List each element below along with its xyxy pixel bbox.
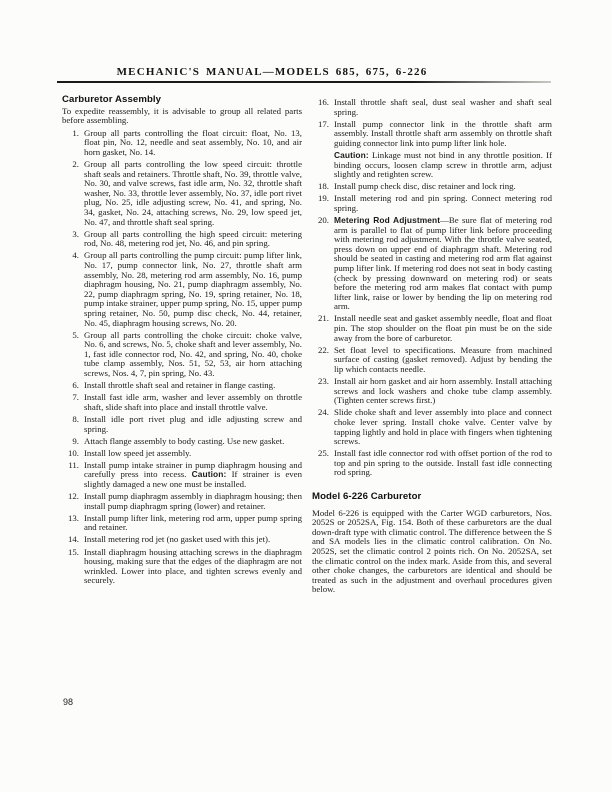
list-item-10 <box>62 449 302 459</box>
list-item-7 <box>62 393 302 412</box>
text-segment: Install pump connector link in the throttle shaft arm assembly. Install throttle shaft arm assembly on throttle shaft guiding connector link into pump lifter link hole. <box>334 118 552 148</box>
list-item-9 <box>62 437 302 447</box>
item-number: 3. <box>72 228 79 239</box>
item-text <box>84 381 302 391</box>
text-segment: Install fast idle connector rod with offset portion of the rod to top and pin spring to the outside. Install fast idle connecting rod spring. <box>334 448 552 478</box>
list-item-2 <box>62 160 302 227</box>
running-header: MECHANIC'S MANUAL—MODELS 685, 675, 6-226 <box>116 66 428 78</box>
text-segment: Slide choke shaft and lever assembly into place and connect choke lever spring. Install choke valve. Center valve by tapping lightly and hold in place with fingers when tightening screws. <box>334 407 552 447</box>
list-item-20 <box>312 216 552 312</box>
item-number: 21. <box>318 313 329 324</box>
text-segment: Install idle port rivet plug and idle adjusting screw and spring. <box>84 413 302 434</box>
list-item-25 <box>312 449 552 478</box>
text-segment: Install throttle shaft seal and retainer in flange casting. <box>84 380 276 391</box>
item-text <box>84 535 302 545</box>
item-text <box>84 514 302 533</box>
item-number: 5. <box>72 329 79 340</box>
text-segment: Install air horn gasket and air horn assembly. Install attaching screws and lock washers and choke tube clamp assembly. (Tighten center screws first.) <box>334 376 552 406</box>
item-number: 4. <box>72 250 79 261</box>
list-item-13 <box>62 514 302 533</box>
text-segment: Install metering rod and pin spring. Connect metering rod spring. <box>334 193 552 213</box>
item-number: 9. <box>72 435 79 446</box>
text-segment: Group all parts controlling the choke circuit: choke valve, No. 6, and screws, No. 5, choke shaft and lever assembly, No. 1, fast idle connector rod, No. 42, and spring, No. 40, choke tube clamp assembly, Nos. 51, 52, 53, air horn attaching screws, Nos. 4, 7, pin spring, No. 43. <box>84 329 302 379</box>
item-text <box>84 331 302 379</box>
item-number: 6. <box>72 380 79 391</box>
text-segment: Attach flange assembly to body casting. Use new gasket. <box>84 435 285 446</box>
item-text <box>334 346 552 375</box>
page-number: 98 <box>63 697 74 707</box>
item-text <box>84 437 302 447</box>
list-item-14 <box>62 535 302 545</box>
text-segment: Install pump lifter link, metering rod arm, upper pump spring and retainer. <box>84 512 302 533</box>
text-segment: Group all parts controlling the high speed circuit: metering rod, No. 48, metering rod jet, No. 46, and pin spring. <box>84 228 302 249</box>
text-segment: Install pump intake strainer in pump diaphragm housing and carefully press into recess. <box>84 459 302 480</box>
text-segment: Install fast idle arm, washer and lever assembly on throttle shaft, slide shaft into place and install throttle valve. <box>84 392 302 412</box>
text-segment: Set float level to specifications. Measure from machined surface of casting (gasket removed). Adjust by bending the lip which contacts needle. <box>334 344 552 374</box>
model-6-226-paragraph: Model 6-226 is equipped with the Carter WGD carburetors, Nos. 2052S or 2052SA, Fig. 154. Both of these carburetors are the dual down-draft type with climatic control. The difference between the S and SA models lies in the climatic control calibration. On No. 2052S, set the climatic control 2 points rich. On No. 2052SA, set the climatic control on the index mark. Aside from this, and several other choke changes, the carburetors are identical and should be treated as such in the adjustment and overhaul procedures given below. <box>312 507 552 595</box>
numbered-list-right <box>312 98 552 478</box>
item-number: 14. <box>68 534 79 545</box>
text-segment: Install metering rod jet (no gasket used with this jet). <box>84 534 271 545</box>
item-number: 2. <box>72 159 79 170</box>
item-text <box>334 98 552 117</box>
list-item-19 <box>312 194 552 213</box>
list-item-1 <box>62 129 302 158</box>
item-number: 10. <box>68 447 79 458</box>
list-item-21 <box>312 314 552 343</box>
text-segment: Install low speed jet assembly. <box>84 447 192 458</box>
item-text <box>84 548 302 586</box>
text-segment: Install needle seat and gasket assembly needle, float and float pin. The stop shoulder on the float pin must be on the side away from the bore of carburetor. <box>334 313 552 343</box>
item-number: 17. <box>318 118 329 129</box>
item-text <box>84 230 302 249</box>
item-text <box>84 160 302 227</box>
item-text <box>84 449 302 459</box>
text-segment: Install throttle shaft seal, dust seal washer and shaft seal spring. <box>334 97 552 117</box>
list-item-5 <box>62 331 302 379</box>
list-item-3 <box>62 230 302 249</box>
item-text <box>334 408 552 446</box>
item-number: 16. <box>318 97 329 107</box>
list-item-12 <box>62 492 302 511</box>
item-text <box>84 393 302 412</box>
right-column <box>312 95 552 595</box>
text-segment: Group all parts controlling the float circuit: float, No. 13, float pin, No. 12, needle and seat assembly, No. 10, and air horn gasket, No. 14. <box>84 127 302 157</box>
text-segment: Linkage must not bind in any throttle position. If binding occurs, loosen clamp screw in throttle arm, adjust slightly and retighten screw. <box>334 149 552 180</box>
left-column <box>62 95 302 586</box>
text-segment: Group all parts controlling the low speed circuit: throttle shaft seals and retainers. Throttle shaft, No. 39, throttle valve, No. 30, and valve screws, fast idle arm, No. 32, throttle shaft washer, No. 33, throttle lever assembly, No. 37, idle port rivet plug, No. 25, idle adjusting screw, No. 41, and spring, No. 34, gasket, No. 24, attaching screws, No. 29, low speed jet, No. 47, and throttle shaft seal spring. <box>84 159 302 227</box>
section-heading-model-6-226: Model 6-226 Carburetor <box>312 490 422 502</box>
list-item-4 <box>62 251 302 328</box>
list-item-15 <box>62 548 302 586</box>
item-text <box>334 120 552 180</box>
item-number: 12. <box>68 491 79 502</box>
item-number: 19. <box>318 193 329 204</box>
item-text <box>84 461 302 490</box>
text-segment: Install pump diaphragm assembly in diaphragm housing; then install pump diaphragm spring (lower) and retainer. <box>84 491 302 511</box>
item-text <box>334 314 552 343</box>
item-number: 25. <box>318 448 329 459</box>
item-text <box>334 449 552 478</box>
item-text <box>84 129 302 158</box>
item-number: 22. <box>318 344 329 355</box>
list-item-24 <box>312 408 552 446</box>
item-number: 1. <box>72 127 79 138</box>
item-number: 18. <box>318 181 329 192</box>
list-item-17 <box>312 120 552 180</box>
text-segment: Install pump check disc, disc retainer and lock ring. <box>334 181 516 192</box>
item-text <box>84 415 302 434</box>
numbered-list-left <box>62 129 302 586</box>
item-text <box>334 377 552 406</box>
item-number: 23. <box>318 376 329 387</box>
intro-paragraph: To expedite reassembly, it is advisable to group all related parts before assembling. <box>62 105 302 126</box>
header-rule <box>57 81 551 83</box>
list-item-16 <box>312 98 552 117</box>
text-segment: —Be sure flat of metering rod arm is parallel to flat of pump lifter link before proceeding with metering rod adjustment. With the throttle valve seated, press down on upper end of diaphragm shaft. Metering rod should be seated in casting and metering rod arm flat against pump lifter link. If metering rod does not seat in body casting (check by pressing downward on metering rod) or seats before the metering rod arm makes flat contact with pump lifter link, raise or lower by bending the lip on metering rod arm. <box>334 215 552 312</box>
item-text <box>334 216 552 312</box>
item-text <box>334 182 552 192</box>
text-segment: If strainer is even slightly damaged a new one must be installed. <box>84 469 302 489</box>
item-number: 8. <box>72 413 79 424</box>
item-text <box>84 251 302 328</box>
item-number: 13. <box>68 512 79 523</box>
list-item-6 <box>62 381 302 391</box>
text-segment: Group all parts controlling the pump circuit: pump lifter link, No. 17, pump connector link, No. 27, throttle shaft arm assembly, No. 28, metering rod arm assembly, No. 16, pump diaphragm housing, No. 21, pump diaphragm assembly, No. 22, pump diaphragm spring, No. 19, spring retainer, No. 18, pump intake strainer, upper pump spring, No. 15, upper pump spring retainer, No. 50, pump disc check, No. 44, retainer, No. 45, diaphragm housing screws, No. 20. <box>84 250 302 328</box>
list-item-23 <box>312 377 552 406</box>
text-segment: Install diaphragm housing attaching screws in the diaphragm housing, making sure that the edges of the diaphragm are not wrinkled. Lower into place, and tighten screws evenly and securely. <box>84 546 302 586</box>
item-number: 15. <box>68 546 79 557</box>
section-heading-carburetor-assembly: Carburetor Assembly <box>62 94 162 105</box>
item-text <box>334 194 552 213</box>
list-item-18 <box>312 182 552 192</box>
item-number: 20. <box>318 215 329 226</box>
item-number: 7. <box>72 392 79 403</box>
list-item-8 <box>62 415 302 434</box>
list-item-22 <box>312 346 552 375</box>
bold-leadin: Caution: <box>191 469 227 480</box>
bold-leadin: Caution: <box>334 149 369 160</box>
item-number: 11. <box>68 459 79 470</box>
item-text <box>84 492 302 511</box>
item-number: 24. <box>318 407 329 418</box>
list-item-11 <box>62 461 302 490</box>
bold-leadin: Metering Rod Adjustment <box>334 215 441 226</box>
